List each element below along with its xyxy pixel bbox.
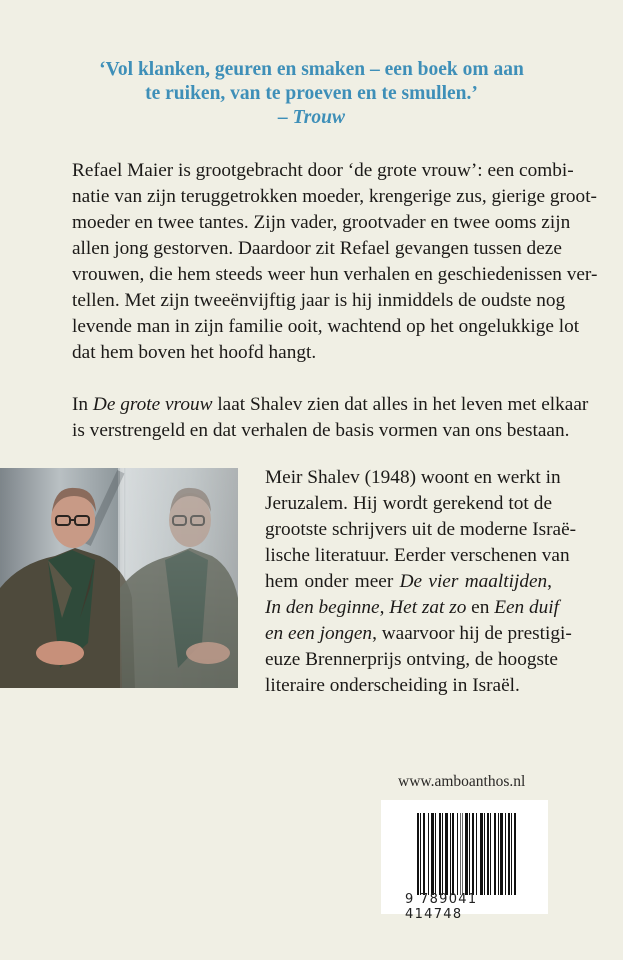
book-title: De vier maaltijden (399, 571, 548, 592)
bio-line: grootste schrijvers uit de moderne Israë- (265, 519, 577, 540)
book-title: Het zat zo (389, 597, 467, 618)
author-photo-illustration (0, 468, 238, 688)
bio-text: hem onder meer (265, 571, 400, 592)
author-photo (0, 468, 238, 688)
synopsis-line: natie van zijn teruggetrokken moeder, krengerige zus, gierige groot- (72, 186, 597, 207)
synopsis-line: allen jong gestorven. Daardoor zit Refael gevangen tussen deze (72, 238, 562, 259)
book-title: en een jongen (265, 623, 373, 644)
bio-text: en (466, 597, 495, 618)
bio-text: , (547, 571, 552, 592)
quote-line-1: ‘Vol klanken, geuren en smaken – een boek om aan (99, 59, 524, 80)
quote-line-2: te ruiken, van te proeven en te smullen.’ (145, 83, 478, 104)
bio-line (265, 595, 559, 621)
review-quote (60, 58, 563, 130)
bio-line: euze Brennerprijs ontving, de hoogste (265, 649, 558, 670)
summary-prefix: In (72, 394, 93, 415)
isbn-number: 9 789041 414748 (405, 892, 478, 922)
author-bio (265, 465, 577, 699)
bio-line: Meir Shalev (1948) woont en werkt in (265, 467, 561, 488)
synopsis-line: moeder en twee tantes. Zijn vader, grootvader en twee ooms zijn (72, 212, 571, 233)
synopsis-line: vrouwen, die hem steeds weer hun verhalen en geschiedenissen ver- (72, 264, 598, 285)
quote-source: – Trouw (277, 107, 345, 128)
summary-line-1 (72, 392, 589, 418)
bio-line: Jeruzalem. Hij wordt gerekend tot de (265, 493, 552, 514)
synopsis-line: tellen. Met zijn tweeënvijftig jaar is hij inmiddels de oudste nog (72, 290, 566, 311)
bio-text: , (379, 597, 390, 618)
bio-line: literaire onderscheiding in Israël. (265, 675, 520, 696)
bio-text: , waarvoor hij de prestigi- (372, 623, 572, 644)
book-title: De grote vrouw (92, 394, 213, 415)
synopsis-line: Refael Maier is grootgebracht door ‘de grote vrouw’: een combi- (72, 160, 574, 181)
synopsis-line: levende man in zijn familie ooit, wachtend op het ongelukkige lot (72, 316, 580, 337)
summary-paragraph (72, 392, 589, 444)
synopsis-paragraph (72, 158, 598, 366)
bio-line (265, 621, 572, 647)
isbn-barcode (381, 800, 548, 922)
bio-line (265, 569, 552, 595)
summary-line-2: is verstrengeld en dat verhalen de basis vormen van ons bestaan. (72, 420, 570, 441)
summary-rest: laat Shalev zien dat alles in het leven met elkaar (212, 394, 589, 415)
bio-line: lische literatuur. Eerder verschenen van (265, 545, 570, 566)
synopsis-line: dat hem boven het hoofd hangt. (72, 342, 317, 363)
book-title: In den beginne (265, 597, 380, 618)
barcode-bars (417, 813, 537, 895)
book-title: Een duif (494, 597, 559, 618)
publisher-website[interactable]: www.amboanthos.nl (398, 773, 526, 790)
